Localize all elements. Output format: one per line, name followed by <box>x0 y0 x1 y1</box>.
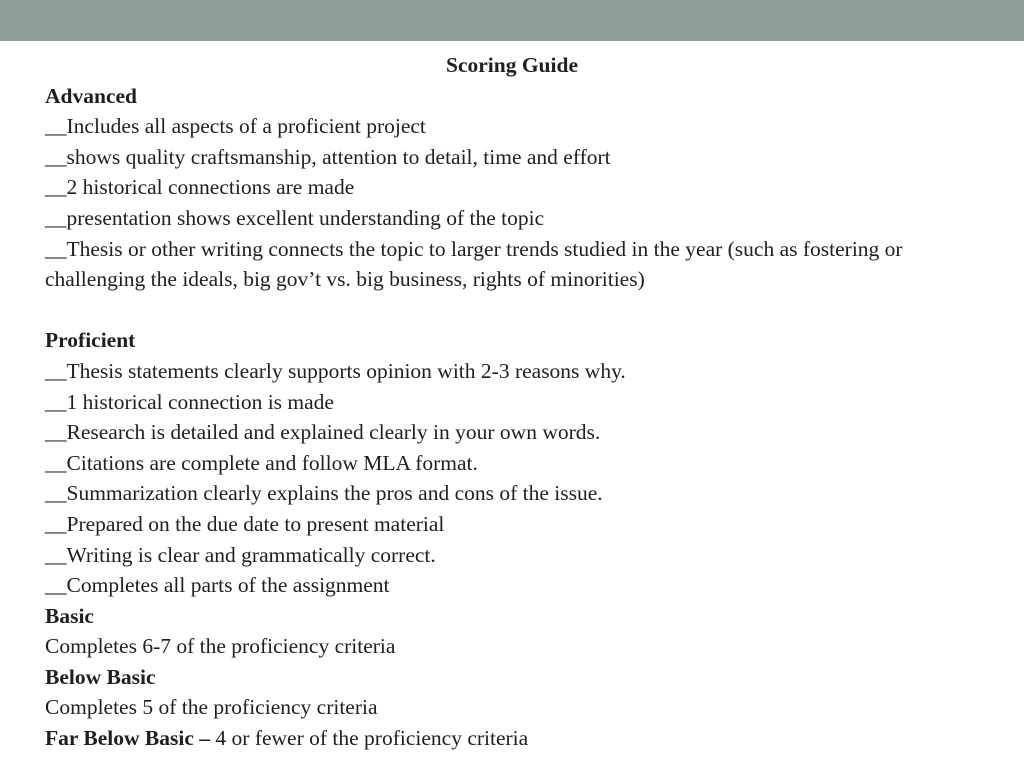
slide-header-bar <box>0 0 1024 41</box>
proficient-criterion: __Prepared on the due date to present material <box>45 511 445 536</box>
proficient-criterion: __Writing is clear and grammatically correct. <box>45 542 436 567</box>
page-title: Scoring Guide <box>445 53 578 77</box>
far-below-basic-row <box>45 723 985 754</box>
basic-description: Completes 6-7 of the proficiency criteria <box>45 634 396 659</box>
below-basic-description: Completes 5 of the proficiency criteria <box>45 695 378 720</box>
basic-heading: Basic <box>45 603 94 628</box>
proficient-criterion: __Citations are complete and follow MLA format. <box>45 450 478 475</box>
proficient-criterion: __Summarization clearly explains the pros and cons of the issue. <box>45 481 603 506</box>
below-basic-heading: Below Basic <box>45 664 156 689</box>
advanced-criterion: __2 historical connections are made <box>45 175 355 200</box>
proficient-criterion: __Thesis statements clearly supports opinion with 2-3 reasons why. <box>45 358 626 383</box>
far-below-basic-heading: Far Below Basic – <box>45 726 211 751</box>
scoring-guide <box>45 50 985 754</box>
advanced-criterion: __Thesis or other writing connects the topic to larger trends studied in the year (such as fostering or challenging the ideals, big gov’t vs. big business, rights of minorities) <box>45 236 903 292</box>
far-below-basic-description: 4 or fewer of the proficiency criteria <box>210 726 529 751</box>
advanced-heading: Advanced <box>45 83 137 108</box>
advanced-criterion: __shows quality craftsmanship, attention to detail, time and effort <box>45 144 611 169</box>
advanced-criterion: __Includes all aspects of a proficient project <box>45 114 426 139</box>
proficient-criterion: __Research is detailed and explained clearly in your own words. <box>45 420 601 445</box>
proficient-criterion: __Completes all parts of the assignment <box>45 573 390 598</box>
proficient-heading: Proficient <box>45 328 136 353</box>
proficient-criterion: __1 historical connection is made <box>45 389 334 414</box>
section-spacer <box>45 295 985 326</box>
advanced-criterion: __presentation shows excellent understanding of the topic <box>45 205 545 230</box>
